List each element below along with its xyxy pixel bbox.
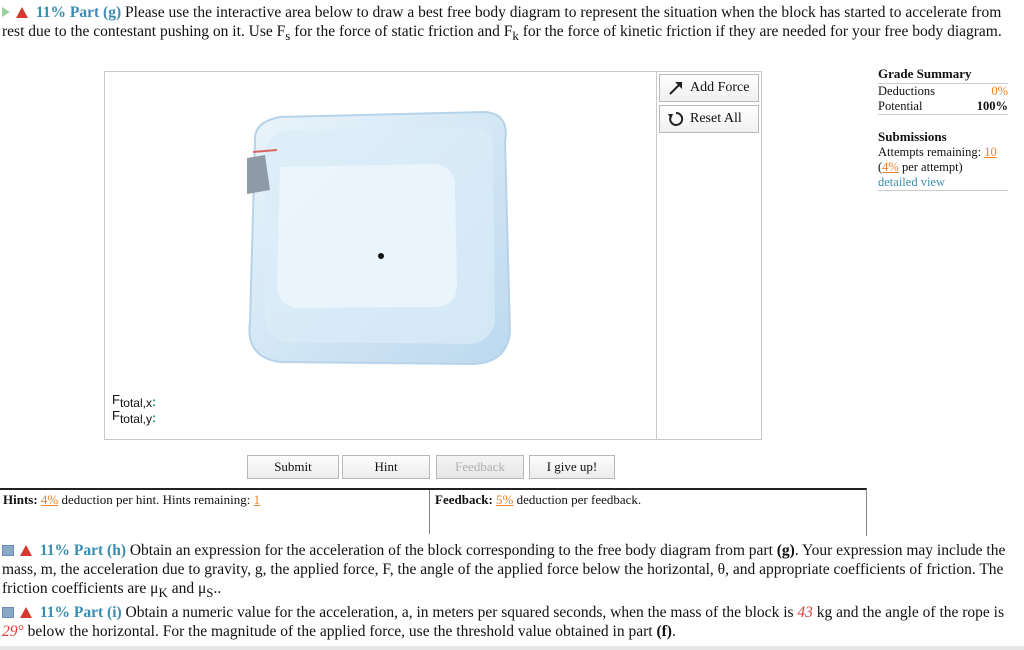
part-i-percent: 11% [39, 604, 71, 621]
add-force-label: Add Force [690, 80, 750, 95]
potential-label: Potential [878, 99, 923, 113]
part-h-label: Part (h) [73, 542, 126, 559]
submit-button[interactable] [247, 455, 339, 479]
part-i-label: Part (i) [73, 604, 122, 621]
hints-deduction: 4% [40, 492, 59, 507]
part-i-line2a: the rope is [939, 604, 1005, 621]
collapse-icon[interactable] [2, 545, 14, 556]
fbd-toolbar [656, 71, 762, 440]
part-h-ref: (g) [776, 542, 795, 559]
hints-divider [429, 490, 430, 534]
attempts-row [878, 145, 1008, 160]
angle-value: 29° [2, 623, 24, 640]
warning-icon [20, 607, 32, 618]
attempts-value: 10 [984, 145, 997, 159]
part-h-line3c: .. [213, 580, 222, 597]
deductions-value: 0% [991, 84, 1008, 98]
fbd-canvas[interactable] [104, 71, 658, 440]
part-h-line2: include the mass, m, the acceleration due to gravity, g, the applied force, F, the angle of the applied force below the horizontal, θ, and appropriate [2, 542, 1006, 578]
feedback-label: Feedback [455, 459, 505, 474]
attempts-label: Attempts remaining: [878, 145, 982, 159]
feedback-info [435, 492, 641, 508]
per-attempt-pct: 4% [882, 160, 899, 174]
bottom-divider [0, 646, 1024, 650]
part-h-line1: Obtain an expression for the acceleration of the block corresponding to the free body diagram from part [129, 542, 777, 559]
part-i-line2c: . [671, 623, 676, 640]
hints-label: Hints: [3, 492, 38, 507]
reset-all-label: Reset All [690, 111, 742, 126]
subscript-k: k [512, 28, 519, 44]
part-i-question [2, 603, 1022, 641]
deductions-label: Deductions [878, 84, 935, 98]
arrow-icon [668, 80, 684, 96]
add-force-button[interactable] [659, 74, 759, 102]
ftotal-x-sub: total,x [119, 396, 152, 410]
hint-button[interactable] [342, 455, 430, 479]
feedback-deduction: 5% [496, 492, 514, 507]
mass-value: 43 [797, 604, 813, 621]
feedback-button[interactable] [436, 455, 524, 479]
hint-label: Hint [374, 459, 398, 474]
part-g-label: Part (g) [69, 4, 122, 21]
part-g-text2: for the force of static friction and F [290, 23, 513, 40]
subscript-s: s [285, 28, 291, 44]
per-attempt-text: per attempt) [901, 160, 963, 174]
hints-remaining: 1 [253, 492, 261, 507]
submissions-title: Submissions [878, 129, 947, 144]
part-h-question [2, 541, 1022, 602]
warning-icon [20, 545, 32, 556]
part-h-percent: 11% [39, 542, 71, 559]
ftotal-y-F: F [112, 408, 120, 423]
part-i-line1a: Obtain a numeric value for the acceleration, a, in meters per squared seconds, when the mass of the block is [125, 604, 798, 621]
grade-summary [878, 66, 1008, 191]
ftotal-x-F: F [112, 392, 120, 407]
detailed-view-link[interactable]: detailed view [878, 175, 1008, 191]
part-g-percent: 11% [35, 4, 67, 21]
give-up-label: I give up! [546, 459, 598, 474]
hints-text: deduction per hint. Hints remaining: [61, 492, 251, 507]
expand-arrow-icon[interactable] [2, 7, 10, 17]
part-h-line3a: coefficients of friction. The friction coefficients are μ [2, 561, 1004, 597]
part-i-line1b: kg and the angle of [812, 604, 936, 621]
mu-s-sub: S [206, 585, 214, 601]
part-g-text3: for the force of kinetic friction if they are needed for your free body diagram. [518, 23, 1002, 40]
ftotal-y-label: Ftotal,y: [112, 408, 157, 426]
ice-block-image [105, 72, 657, 439]
part-h-line1-end: . Your expression may [794, 542, 934, 559]
per-attempt-row: (4% per attempt) [878, 160, 963, 174]
part-h-line3b: and μ [167, 580, 207, 597]
part-g-question [2, 3, 1022, 45]
warning-icon [16, 7, 28, 18]
feedback-info-label: Feedback: [435, 492, 493, 507]
part-g-text: Please use the interactive area below to draw a best free body diagram to represent the situation when the block has started to accelerate from rest due to the contestant pushing on it. Use F [2, 4, 1002, 40]
collapse-icon[interactable] [2, 607, 14, 618]
part-i-ref: (f) [656, 623, 672, 640]
feedback-text: deduction per feedback. [516, 492, 642, 507]
ftotal-x-label: Ftotal,x: [112, 392, 157, 410]
submit-label: Submit [274, 459, 312, 474]
ftotal-y-sub: total,y [119, 412, 152, 426]
mu-k-sub: K [158, 585, 168, 601]
potential-value: 100% [976, 99, 1008, 113]
grade-summary-title: Grade Summary [878, 66, 1008, 84]
reset-all-button[interactable] [659, 105, 759, 133]
potential-row [878, 99, 1008, 115]
reset-icon [668, 111, 684, 127]
give-up-button[interactable] [529, 455, 615, 479]
hints-info [3, 492, 260, 508]
part-i-line2b: below the horizontal. For the magnitude of the applied force, use the threshold value obtained in part [23, 623, 657, 640]
deductions-row [878, 84, 1008, 99]
